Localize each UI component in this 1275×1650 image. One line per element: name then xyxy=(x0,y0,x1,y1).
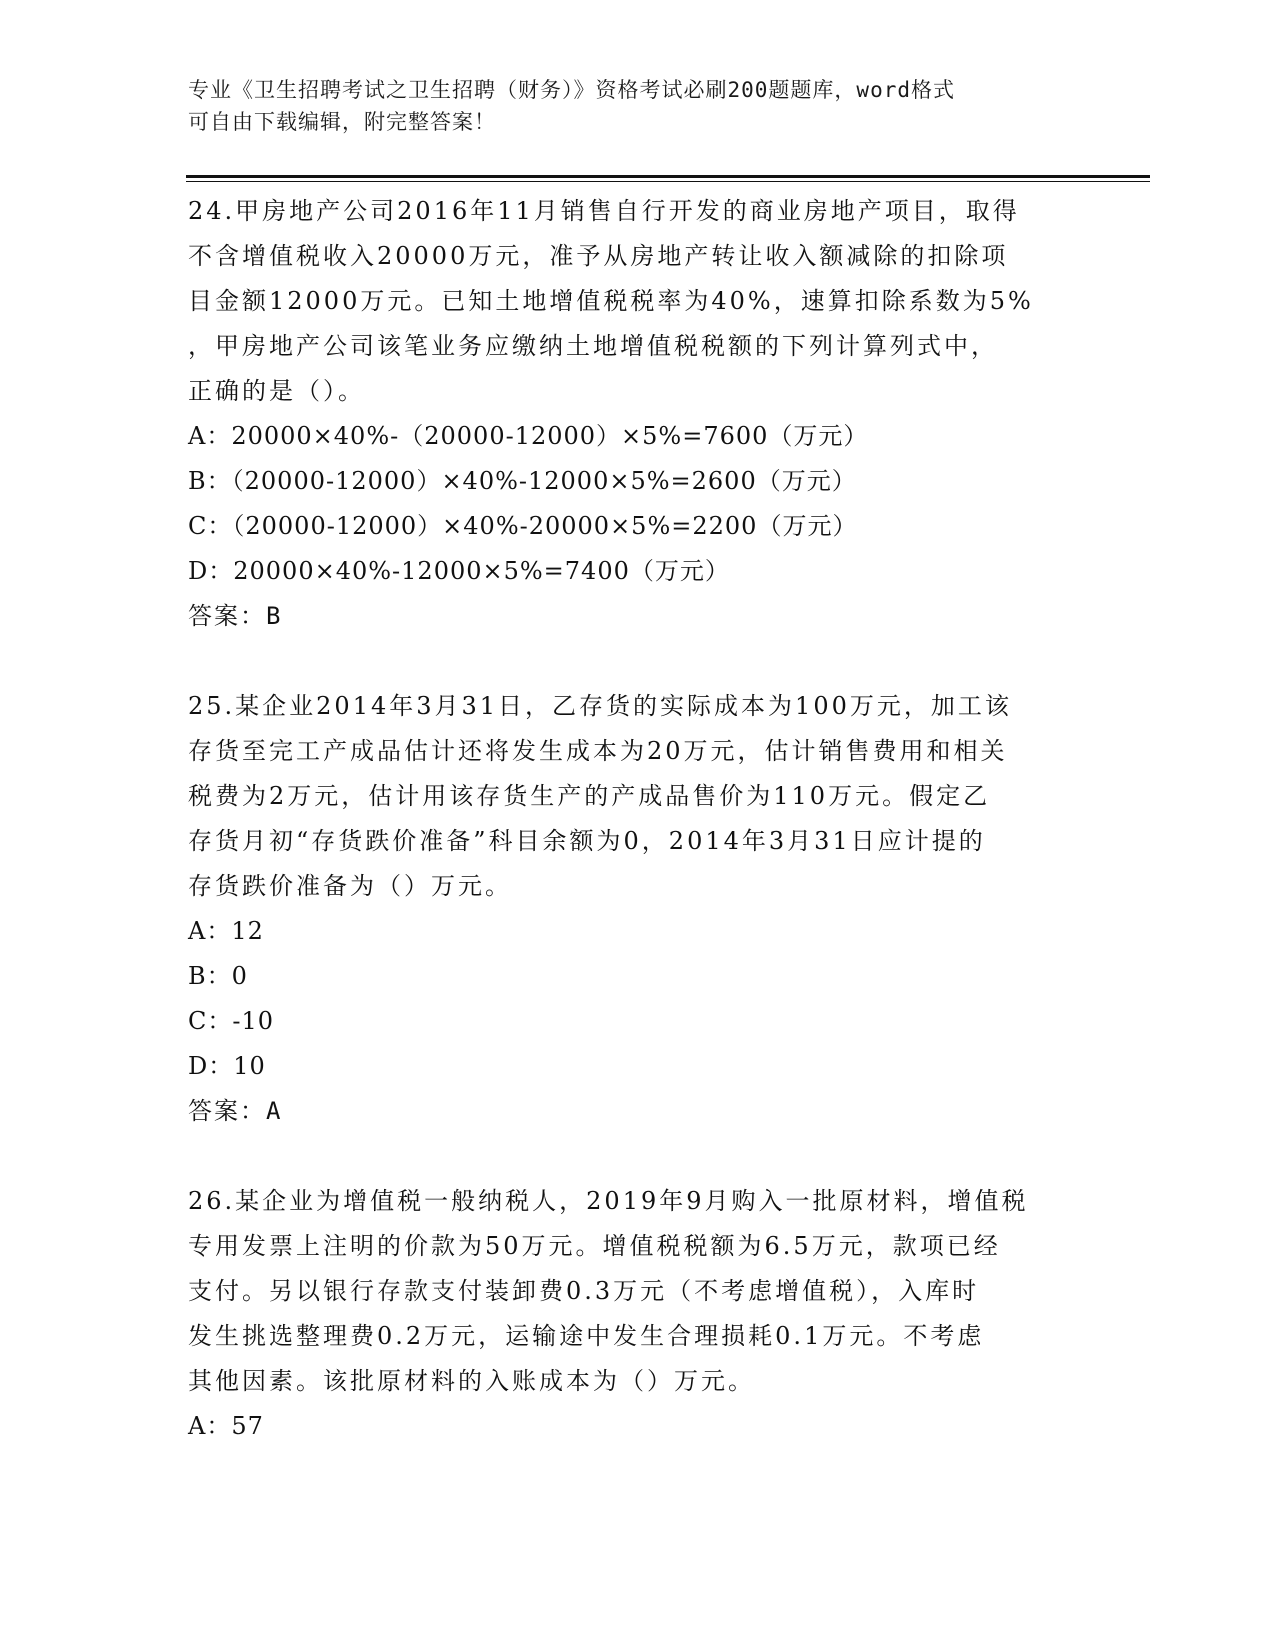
option-d: D：10 xyxy=(188,1052,266,1080)
question-text-line: 存货月初“存货跌价准备”科目余额为0，2014年3月31日应计提的 xyxy=(188,827,986,855)
question-text-line: 正确的是（）。 xyxy=(188,377,365,405)
answer-text: 答案：A xyxy=(188,1097,283,1125)
question-spacer xyxy=(188,639,1088,684)
question-text-line: 25.某企业2014年3月31日，乙存货的实际成本为100万元，加工该 xyxy=(188,692,1012,720)
question-text-line: 不含增值税收入20000万元，准予从房地产转让收入额减除的扣除项 xyxy=(188,242,1009,270)
question-text-line: 目金额12000万元。已知土地增值税税率为40%，速算扣除系数为5% xyxy=(188,287,1034,315)
question-spacer xyxy=(188,1134,1088,1179)
document-header xyxy=(188,74,1068,138)
question-list xyxy=(188,189,1088,1449)
question-text-line: 24.甲房地产公司2016年11月销售自行开发的商业房地产项目，取得 xyxy=(188,197,1020,225)
question-text-line: 其他因素。该批原材料的入账成本为（）万元。 xyxy=(188,1367,755,1395)
option-a: A：57 xyxy=(188,1412,264,1440)
option-d: D：20000×40%-12000×5%=7400（万元） xyxy=(188,557,730,585)
header-divider-thin xyxy=(186,181,1150,182)
question-text-line: 26.某企业为增值税一般纳税人，2019年9月购入一批原材料，增值税 xyxy=(188,1187,1029,1215)
question-text-line: ，甲房地产公司该笔业务应缴纳土地增值税税额的下列计算列式中， xyxy=(188,332,998,360)
question-26 xyxy=(188,1179,1088,1449)
question-text-line: 专用发票上注明的价款为50万元。增值税税额为6.5万元，款项已经 xyxy=(188,1232,1001,1260)
option-b: B：0 xyxy=(188,962,248,990)
option-a: A：20000×40%-（20000-12000）×5%=7600（万元） xyxy=(188,422,869,450)
option-c: C：-10 xyxy=(188,1007,275,1035)
question-text-line: 税费为2万元，估计用该存货生产的产成品售价为110万元。假定乙 xyxy=(188,782,991,810)
option-b: B：（20000-12000）×40%-12000×5%=2600（万元） xyxy=(188,467,857,495)
header-line-1: 专业《卫生招聘考试之卫生招聘（财务）》资格考试必刷200题题库，word格式 xyxy=(188,78,955,102)
header-line-2: 可自由下载编辑，附完整答案！ xyxy=(188,110,496,134)
question-text-line: 发生挑选整理费0.2万元，运输途中发生合理损耗0.1万元。不考虑 xyxy=(188,1322,985,1350)
option-a: A：12 xyxy=(188,917,264,945)
question-text-line: 存货至完工产成品估计还将发生成本为20万元，估计销售费用和相关 xyxy=(188,737,1008,765)
question-24 xyxy=(188,189,1088,639)
answer-text: 答案：B xyxy=(188,602,283,630)
question-text-line: 支付。另以银行存款支付装卸费0.3万元（不考虑增值税），入库时 xyxy=(188,1277,980,1305)
header-divider-thick xyxy=(186,175,1150,178)
question-25 xyxy=(188,684,1088,1134)
option-c: C：（20000-12000）×40%-20000×5%=2200（万元） xyxy=(188,512,858,540)
question-text-line: 存货跌价准备为（）万元。 xyxy=(188,872,512,900)
